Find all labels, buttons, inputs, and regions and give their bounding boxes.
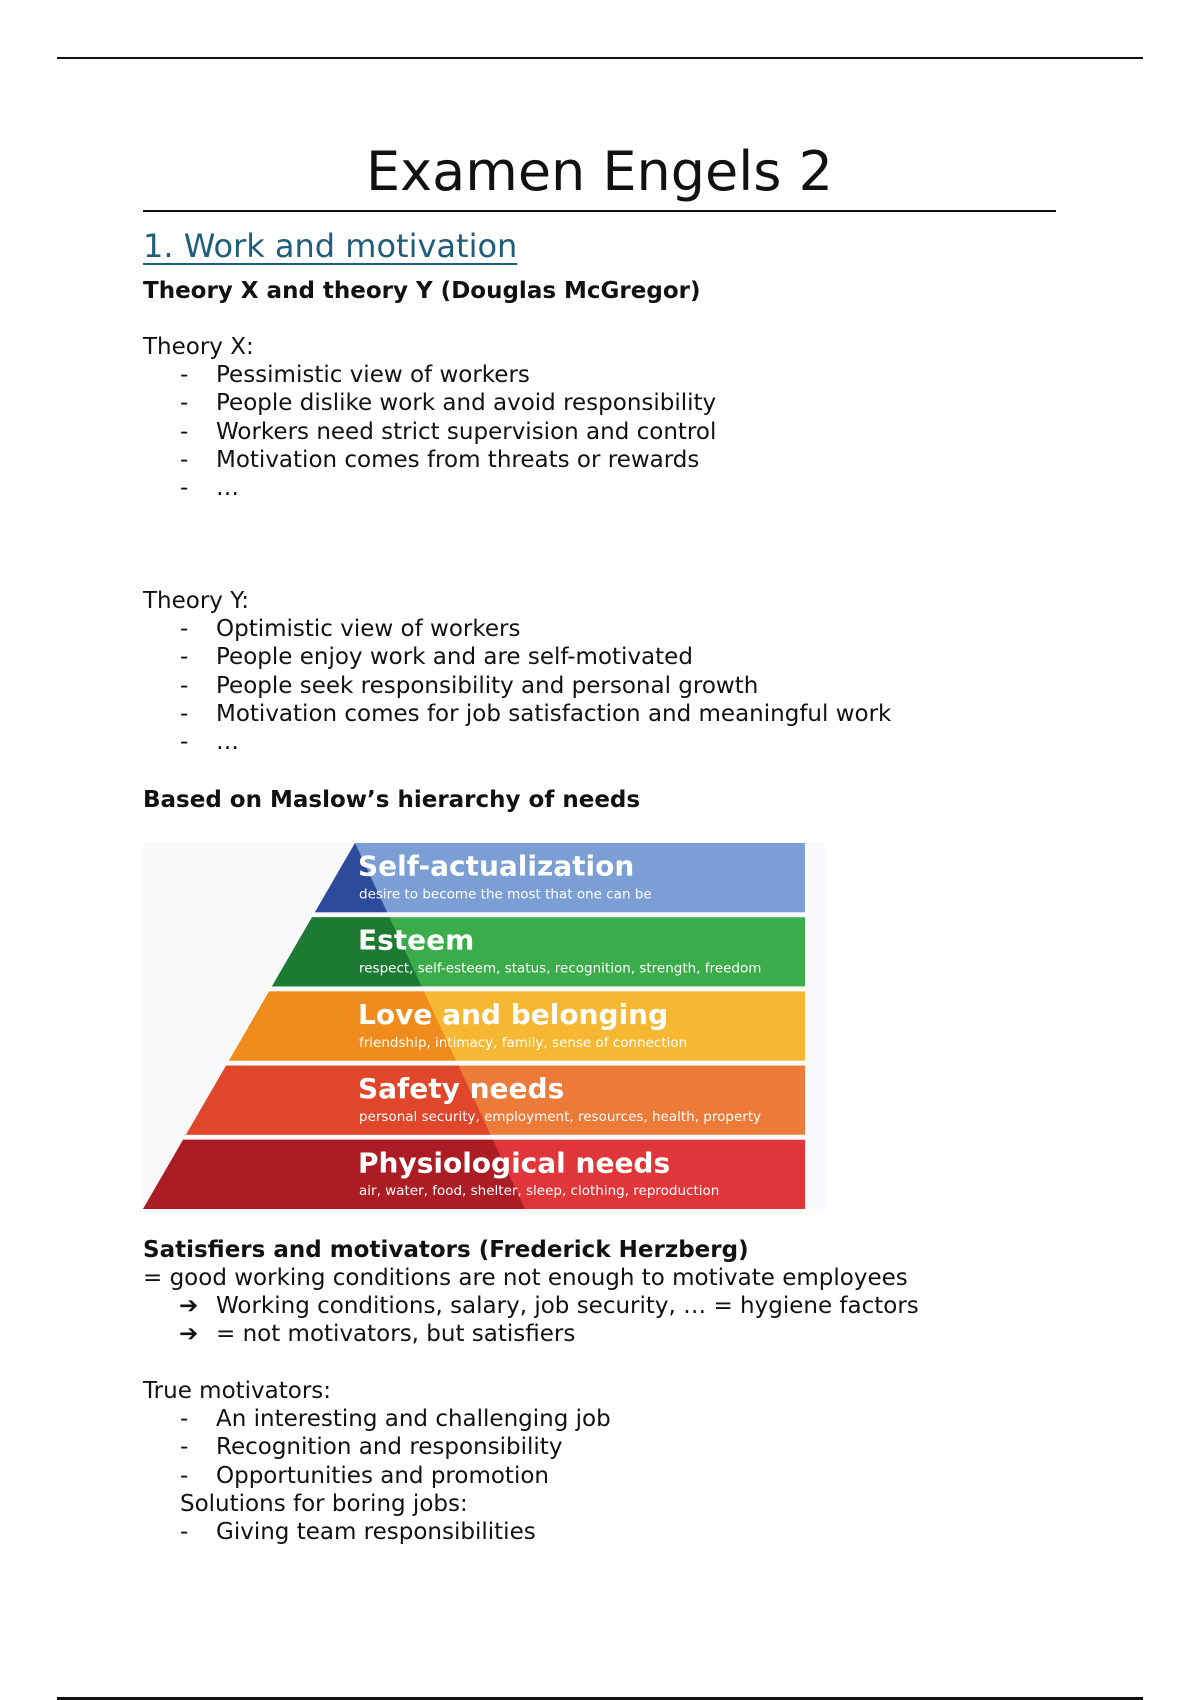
true-motivators-label: True motivators: (143, 1378, 332, 1404)
dash-bullet: - (180, 418, 189, 445)
dash-bullet: - (180, 1462, 189, 1489)
pyramid-level-title: Love and belonging (358, 997, 669, 1031)
pyramid-level-title: Physiological needs (358, 1146, 671, 1180)
arrow-right-icon: ➔ (179, 1293, 199, 1319)
dash-bullet: - (180, 446, 189, 473)
theory-y-label: Theory Y: (143, 588, 249, 614)
pyramid-level-title: Safety needs (358, 1072, 565, 1106)
pyramid-level (143, 1140, 805, 1209)
section-heading[interactable]: 1. Work and motivation (143, 227, 518, 265)
dash-bullet: - (180, 616, 189, 642)
title-underline (143, 210, 1056, 212)
dash-bullet: - (180, 700, 189, 727)
dash-bullet: - (180, 1406, 189, 1432)
dash-bullet: - (180, 672, 189, 699)
pyramid-level-subtitle: air, water, food, shelter, sleep, clothing, reproduction (359, 1183, 720, 1200)
maslow-heading: Based on Maslow’s hierarchy of needs (143, 787, 641, 813)
theory-x-label: Theory X: (143, 334, 254, 360)
document-title: Examen Engels 2 (366, 140, 833, 203)
pyramid-level-title: Self-actualization (358, 849, 635, 883)
dash-bullet: - (180, 644, 189, 671)
pyramid-level-title: Esteem (358, 923, 475, 957)
pyramid-level (229, 991, 805, 1060)
pyramid-level-subtitle: friendship, intimacy, family, sense of connection (359, 1034, 688, 1051)
pyramid-level (315, 843, 805, 912)
dash-bullet: - (180, 390, 189, 417)
dash-bullet: - (180, 1519, 189, 1546)
pyramid-level-subtitle: respect, self-esteem, status, recognition, strength, freedom (359, 960, 762, 977)
herzberg-heading: Satisfiers and motivators (Frederick Herzberg) (143, 1237, 749, 1263)
pyramid-level (272, 917, 805, 986)
dash-bullet: - (180, 729, 189, 756)
dash-bullet: - (180, 1434, 189, 1461)
top-page-rule (57, 57, 1143, 59)
pyramid-level (186, 1066, 805, 1135)
arrow-right-icon: ➔ (179, 1321, 199, 1347)
pyramid-level-subtitle: personal security, employment, resources, health, property (359, 1108, 762, 1125)
theory-heading: Theory X and theory Y (Douglas McGregor) (143, 278, 701, 304)
pyramid-level-subtitle: desire to become the most that one can be (359, 886, 652, 903)
dash-bullet: - (180, 475, 189, 502)
herzberg-intro: = good working conditions are not enough to motivate employees (143, 1265, 908, 1291)
dash-bullet: - (180, 362, 189, 388)
maslow-pyramid-image (143, 843, 825, 1209)
